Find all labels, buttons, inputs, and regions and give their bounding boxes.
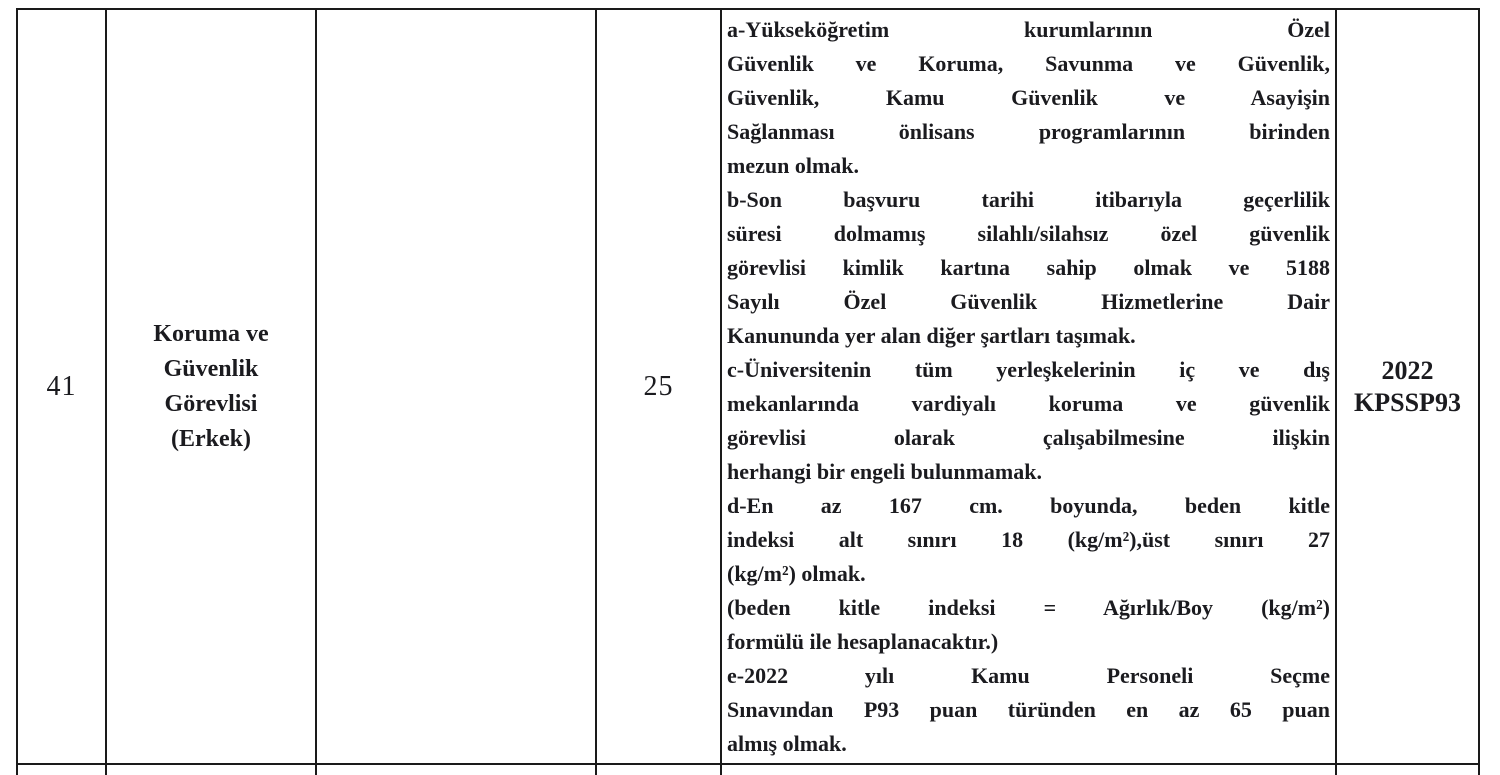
requirement-line: süresi dolmamış silahlı/silahsız özel güvenlik — [727, 221, 1330, 246]
requirement-line: a-Yükseköğretim kurumlarının Özel — [727, 17, 1330, 42]
quota-value: 25 — [643, 370, 674, 402]
requirement-line: (kg/m²) olmak. — [727, 561, 866, 586]
requirements-cell — [722, 10, 1337, 765]
requirement-line: Sınavından P93 puan türünden en az 65 puan — [727, 697, 1330, 722]
next-row-cell — [597, 765, 722, 775]
position-line: Görevlisi — [164, 390, 258, 417]
exam-line: KPSSP93 — [1354, 387, 1461, 417]
empty-cell — [317, 10, 597, 765]
requirement-line: d-En az 167 cm. boyunda, beden kitle — [727, 493, 1330, 518]
requirement-line: görevlisi kimlik kartına sahip olmak ve 5188 — [727, 255, 1330, 280]
requirement-line: (beden kitle indeksi = Ağırlık/Boy (kg/m²) — [727, 595, 1330, 620]
row-number-cell — [18, 10, 107, 765]
exam-score-type — [1354, 355, 1461, 419]
position-cell — [107, 10, 317, 765]
next-row-cell — [722, 765, 1337, 775]
requirement-line: Güvenlik ve Koruma, Savunma ve Güvenlik, — [727, 51, 1330, 76]
exam-line: 2022 — [1381, 355, 1434, 385]
job-posting-table — [16, 8, 1480, 775]
position-line: Koruma ve — [153, 320, 269, 347]
next-row-partial — [18, 765, 1480, 775]
requirement-line: mezun olmak. — [727, 153, 859, 178]
requirement-line: Sayılı Özel Güvenlik Hizmetlerine Dair — [727, 289, 1330, 314]
next-row-cell — [18, 765, 107, 775]
requirement-line: indeksi alt sınırı 18 (kg/m²),üst sınırı 27 — [727, 527, 1330, 552]
requirement-line: Kanununda yer alan diğer şartları taşımak. — [727, 323, 1136, 348]
requirement-line: Güvenlik, Kamu Güvenlik ve Asayişin — [727, 85, 1330, 110]
requirement-line: Sağlanması önlisans programlarının birinden — [727, 119, 1330, 144]
next-row-cell — [317, 765, 597, 775]
position-line: Güvenlik — [163, 355, 259, 382]
position-title — [153, 317, 268, 457]
quota-cell — [597, 10, 722, 765]
next-row-cell — [1337, 765, 1480, 775]
exam-score-cell — [1337, 10, 1480, 765]
requirement-line: almış olmak. — [727, 731, 847, 756]
requirement-line: herhangi bir engeli bulunmamak. — [727, 459, 1042, 484]
requirement-line: mekanlarında vardiyalı koruma ve güvenlik — [727, 391, 1330, 416]
requirement-line: e-2022 yılı Kamu Personeli Seçme — [727, 663, 1330, 688]
next-row-cell — [107, 765, 317, 775]
requirement-line: c-Üniversitenin tüm yerleşkelerinin iç ve dış — [727, 357, 1330, 382]
requirement-line: görevlisi olarak çalışabilmesine ilişkin — [727, 425, 1330, 450]
table-row — [18, 10, 1480, 765]
row-number: 41 — [46, 370, 77, 402]
requirement-line: formülü ile hesaplanacaktır.) — [727, 629, 999, 654]
position-line: (Erkek) — [171, 425, 251, 452]
requirement-line: b-Son başvuru tarihi itibarıyla geçerlilik — [727, 187, 1330, 212]
